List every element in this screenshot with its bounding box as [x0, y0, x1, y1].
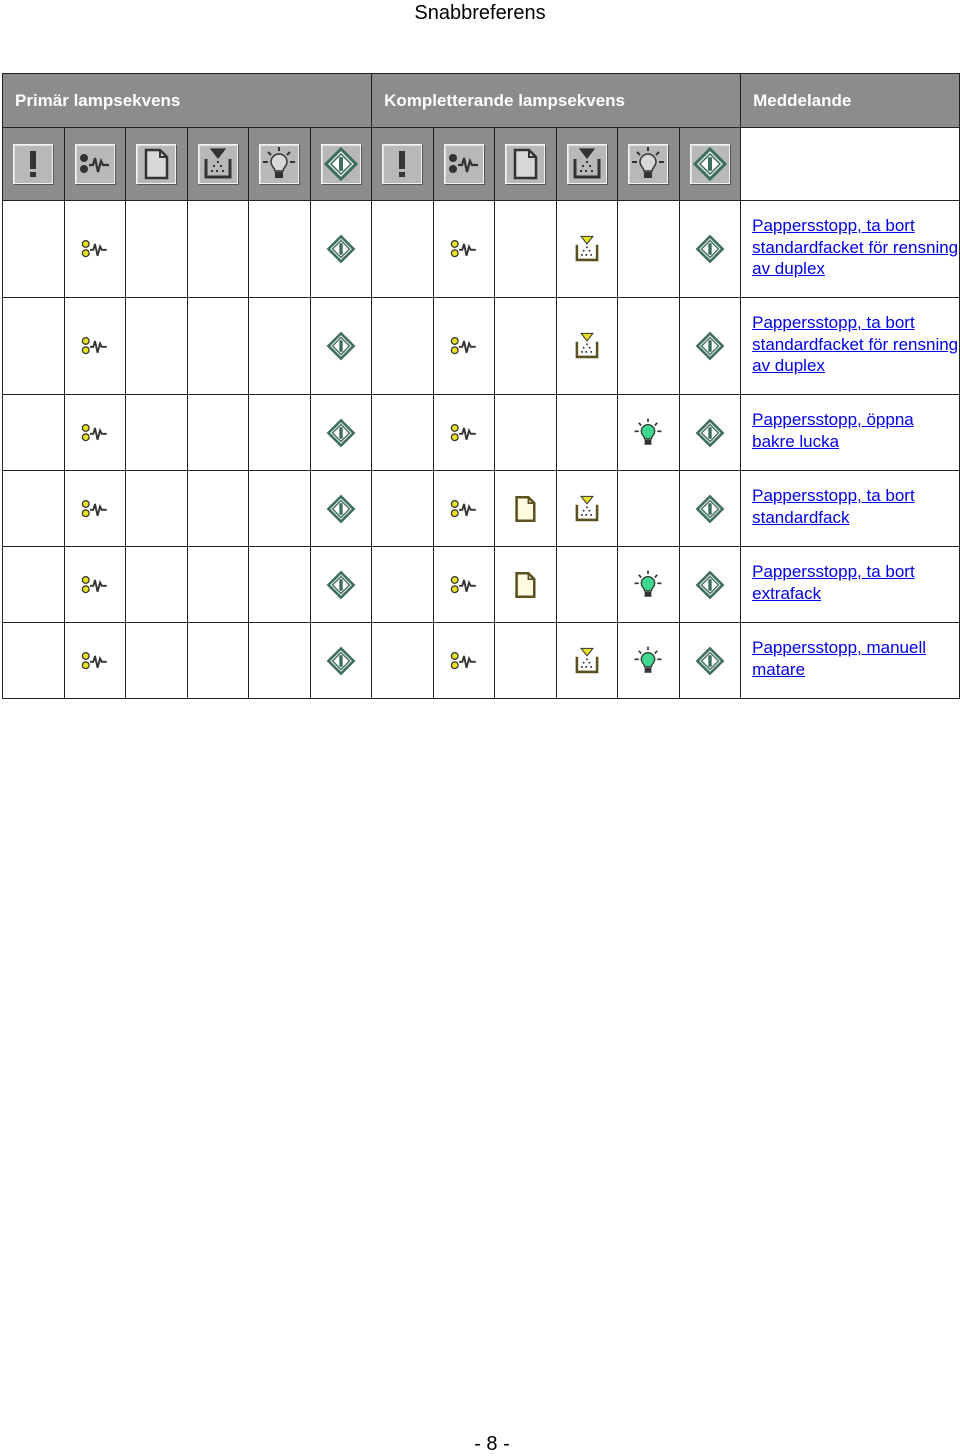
table-row: [3, 395, 960, 471]
lamp-cell: [249, 547, 311, 623]
lamp-cell: [556, 395, 618, 471]
lamp-cell: [310, 471, 372, 547]
load-paper-icon: [509, 569, 541, 601]
lamp-cell: [495, 471, 557, 547]
paper-jam-icon: [79, 330, 111, 362]
table-row: [3, 298, 960, 395]
continue-icon: [694, 330, 726, 362]
lamp-cell: [249, 298, 311, 395]
message-link[interactable]: Pappersstopp, manuell matare: [752, 638, 927, 679]
lamp-cell: [310, 298, 372, 395]
lamp-cell: [3, 395, 65, 471]
legend-cell: [187, 128, 249, 201]
lamp-cell: [433, 547, 495, 623]
lamp-cell: [372, 623, 434, 699]
continue-icon: [690, 144, 730, 184]
lamp-cell: [618, 201, 680, 298]
lamp-cell: [64, 298, 126, 395]
message-cell: [741, 395, 960, 471]
message-cell: [741, 547, 960, 623]
table-row: [3, 547, 960, 623]
error-icon: [13, 144, 53, 184]
paper-jam-icon: [444, 144, 484, 184]
continue-icon: [325, 233, 357, 265]
primary-sequence-header: Primär lampsekvens: [3, 74, 372, 128]
continue-icon: [694, 417, 726, 449]
lamp-cell: [310, 395, 372, 471]
lamp-cell: [310, 201, 372, 298]
message-link[interactable]: Pappersstopp, ta bort standardfacket för rensning av duplex: [752, 216, 959, 278]
paper-jam-icon: [79, 417, 111, 449]
continue-icon: [325, 645, 357, 677]
continue-icon: [325, 493, 357, 525]
paper-jam-icon: [448, 569, 480, 601]
legend-cell: [372, 128, 434, 201]
legend-cell: [679, 128, 741, 201]
legend-cell: [618, 128, 680, 201]
paper-jam-icon: [448, 493, 480, 525]
legend-cell: [249, 128, 311, 201]
lamp-cell: [64, 395, 126, 471]
table-row: [3, 201, 960, 298]
lamp-cell: [372, 471, 434, 547]
lamp-cell: [64, 623, 126, 699]
toner-icon: [571, 645, 603, 677]
lamp-cell: [3, 623, 65, 699]
lamp-cell: [126, 395, 188, 471]
lamp-cell: [679, 298, 741, 395]
lamp-cell: [433, 395, 495, 471]
error-icon: [382, 144, 422, 184]
lamp-cell: [495, 395, 557, 471]
message-link[interactable]: Pappersstopp, öppna bakre lucka: [752, 410, 914, 451]
lamp-cell: [556, 623, 618, 699]
continue-icon: [325, 417, 357, 449]
legend-cell: [126, 128, 188, 201]
lamp-cell: [249, 201, 311, 298]
page-number: - 8 -: [474, 1433, 510, 1455]
lamp-cell: [249, 471, 311, 547]
lamp-cell: [126, 471, 188, 547]
lamp-cell: [679, 395, 741, 471]
lamp-sequence-table: [2, 73, 960, 699]
lamp-cell: [433, 471, 495, 547]
load-paper-icon: [136, 144, 176, 184]
lamp-cell: [679, 471, 741, 547]
lamp-cell: [495, 623, 557, 699]
lamp-cell: [433, 623, 495, 699]
lamp-cell: [495, 298, 557, 395]
lamp-cell: [3, 201, 65, 298]
lamp-cell: [679, 201, 741, 298]
lamp-cell: [372, 547, 434, 623]
legend-cell: [64, 128, 126, 201]
message-cell: [741, 201, 960, 298]
lamp-cell: [126, 298, 188, 395]
lamp-cell: [310, 623, 372, 699]
lamp-cell: [64, 547, 126, 623]
lamp-cell: [187, 471, 249, 547]
continue-icon: [325, 569, 357, 601]
lamp-cell: [187, 547, 249, 623]
toner-icon: [571, 493, 603, 525]
lamp-cell: [433, 298, 495, 395]
lamp-cell: [126, 201, 188, 298]
lamp-cell: [3, 298, 65, 395]
ready-icon: [632, 569, 664, 601]
message-cell: [741, 623, 960, 699]
lamp-cell: [495, 547, 557, 623]
ready-icon: [632, 417, 664, 449]
toner-icon: [198, 144, 238, 184]
lamp-cell: [249, 395, 311, 471]
lamp-cell: [126, 623, 188, 699]
lamp-cell: [310, 547, 372, 623]
lamp-cell: [556, 201, 618, 298]
paper-jam-icon: [75, 144, 115, 184]
paper-jam-icon: [448, 233, 480, 265]
lamp-cell: [556, 471, 618, 547]
lamp-cell: [372, 395, 434, 471]
lamp-cell: [679, 623, 741, 699]
lamp-cell: [556, 547, 618, 623]
lamp-cell: [495, 201, 557, 298]
message-cell: [741, 471, 960, 547]
ready-icon: [259, 144, 299, 184]
legend-cell: [310, 128, 372, 201]
message-cell: [741, 298, 960, 395]
continue-icon: [694, 233, 726, 265]
ready-icon: [632, 645, 664, 677]
load-paper-icon: [505, 144, 545, 184]
lamp-cell: [372, 298, 434, 395]
lamp-cell: [187, 201, 249, 298]
lamp-cell: [64, 471, 126, 547]
table-row: [3, 623, 960, 699]
toner-icon: [571, 330, 603, 362]
paper-jam-icon: [448, 645, 480, 677]
legend-cell: [495, 128, 557, 201]
lamp-cell: [249, 623, 311, 699]
lamp-cell: [556, 298, 618, 395]
lamp-cell: [679, 547, 741, 623]
message-link[interactable]: Pappersstopp, ta bort standardfack: [752, 486, 915, 527]
paper-jam-icon: [79, 493, 111, 525]
legend-cell: [3, 128, 65, 201]
message-link[interactable]: Pappersstopp, ta bort extrafack: [752, 562, 915, 603]
paper-jam-icon: [79, 645, 111, 677]
lamp-cell: [187, 395, 249, 471]
message-link[interactable]: Pappersstopp, ta bort standardfacket för rensning av duplex: [752, 313, 959, 375]
load-paper-icon: [509, 493, 541, 525]
lamp-cell: [618, 471, 680, 547]
lamp-cell: [126, 547, 188, 623]
lamp-cell: [64, 201, 126, 298]
message-legend-cell: [741, 128, 960, 201]
page-title: Snabbreferens: [414, 2, 546, 24]
lamp-cell: [3, 471, 65, 547]
legend-cell: [433, 128, 495, 201]
supplementary-sequence-header: Kompletterande lampsekvens: [372, 74, 741, 128]
paper-jam-icon: [448, 330, 480, 362]
continue-icon: [694, 569, 726, 601]
lamp-cell: [187, 298, 249, 395]
paper-jam-icon: [448, 417, 480, 449]
lamp-cell: [3, 547, 65, 623]
table-row: [3, 471, 960, 547]
paper-jam-icon: [79, 233, 111, 265]
lamp-cell: [618, 395, 680, 471]
lamp-cell: [618, 298, 680, 395]
legend-cell: [556, 128, 618, 201]
ready-icon: [628, 144, 668, 184]
lamp-cell: [618, 547, 680, 623]
toner-icon: [571, 233, 603, 265]
paper-jam-icon: [79, 569, 111, 601]
lamp-cell: [187, 623, 249, 699]
message-header: Meddelande: [741, 74, 960, 128]
toner-icon: [567, 144, 607, 184]
lamp-cell: [372, 201, 434, 298]
continue-icon: [325, 330, 357, 362]
lamp-cell: [433, 201, 495, 298]
lamp-cell: [618, 623, 680, 699]
continue-icon: [321, 144, 361, 184]
continue-icon: [694, 493, 726, 525]
continue-icon: [694, 645, 726, 677]
